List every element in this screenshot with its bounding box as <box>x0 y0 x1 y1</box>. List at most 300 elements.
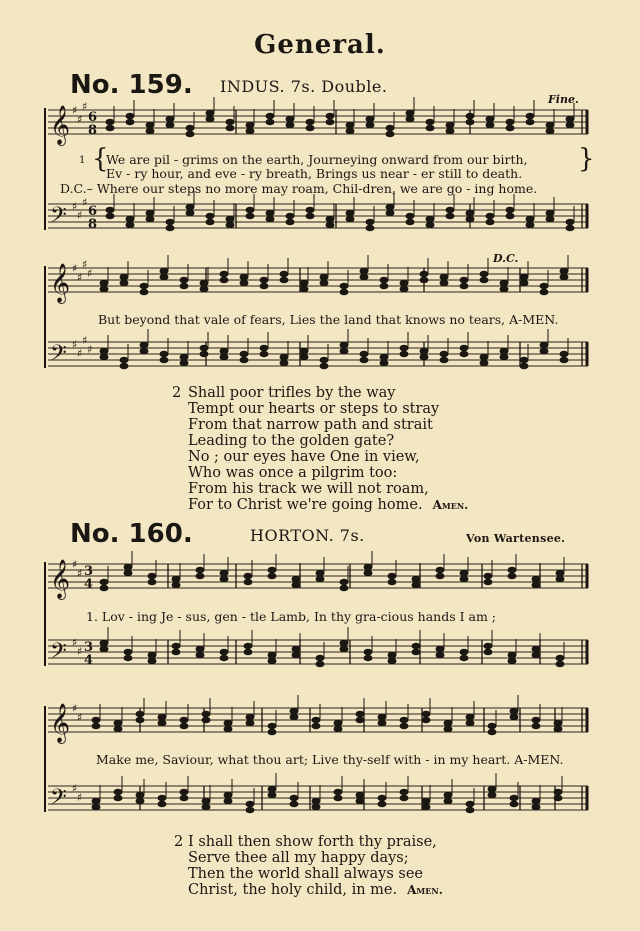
note-head <box>220 271 228 277</box>
note-head <box>246 128 254 134</box>
note-head <box>180 789 188 795</box>
note-head <box>488 792 496 798</box>
note-head <box>172 649 180 655</box>
note-head <box>220 576 228 582</box>
note-head <box>146 210 154 216</box>
note-head <box>510 708 518 714</box>
note-head <box>346 216 354 222</box>
note-head <box>244 649 252 655</box>
note-head <box>312 798 320 804</box>
note-head <box>260 351 268 357</box>
note-head <box>246 801 254 807</box>
note-head <box>506 119 514 125</box>
note-head <box>286 213 294 219</box>
lyric-160-line1: 1. Lov - ing Je - sus, gen - tle Lamb, In thy gra-cious hands I am ; <box>86 609 496 624</box>
note-head <box>120 274 128 280</box>
hymn-160-composer: Von Wartensee. <box>466 532 566 545</box>
note-head <box>290 714 298 720</box>
note-head <box>480 354 488 360</box>
note-head <box>226 125 234 131</box>
verse-160-2 <box>188 834 443 898</box>
note-head <box>400 723 408 729</box>
note-head <box>420 354 428 360</box>
note-head <box>388 573 396 579</box>
note-head <box>364 655 372 661</box>
note-head <box>460 351 468 357</box>
note-head <box>268 792 276 798</box>
note-head <box>444 792 452 798</box>
note-head <box>312 717 320 723</box>
note-head <box>146 122 154 128</box>
note-head <box>196 567 204 573</box>
note-head <box>160 274 168 280</box>
verse-line: I shall then show forth thy praise, <box>188 834 437 850</box>
note-head <box>300 286 308 292</box>
note-head <box>446 207 454 213</box>
page-header: General. <box>254 30 386 60</box>
note-head <box>460 283 468 289</box>
note-head <box>532 804 540 810</box>
note-head <box>526 222 534 228</box>
note-head <box>386 210 394 216</box>
note-head <box>484 649 492 655</box>
note-head <box>556 661 564 667</box>
verse-159-2-number: 2 <box>172 385 182 401</box>
svg-text:♯: ♯ <box>77 711 83 724</box>
svg-text:♯: ♯ <box>77 271 83 284</box>
note-head <box>526 216 534 222</box>
note-head <box>306 213 314 219</box>
note-head <box>340 283 348 289</box>
note-head <box>160 357 168 363</box>
note-head <box>180 717 188 723</box>
note-head <box>532 576 540 582</box>
note-head <box>520 357 528 363</box>
note-head <box>106 213 114 219</box>
note-head <box>380 283 388 289</box>
note-head <box>360 351 368 357</box>
note-head <box>526 113 534 119</box>
note-head <box>246 207 254 213</box>
note-head <box>224 792 232 798</box>
note-head <box>136 711 144 717</box>
note-head <box>356 711 364 717</box>
note-head <box>388 579 396 585</box>
staff-159-2-bass <box>48 342 588 366</box>
svg-text:♯: ♯ <box>72 200 78 213</box>
note-head <box>566 122 574 128</box>
note-head <box>136 792 144 798</box>
svg-text:♯: ♯ <box>77 645 83 658</box>
note-head <box>426 119 434 125</box>
note-head <box>220 354 228 360</box>
note-head <box>260 283 268 289</box>
note-head <box>220 570 228 576</box>
verse-line: Then the world shall always see <box>188 866 423 882</box>
hymn-159-tune: INDUS. 7s. Double. <box>220 77 388 96</box>
note-head <box>400 717 408 723</box>
note-head <box>268 786 276 792</box>
note-head <box>114 726 122 732</box>
note-head <box>364 564 372 570</box>
note-head <box>460 649 468 655</box>
note-head <box>312 804 320 810</box>
svg-text:♯: ♯ <box>77 347 83 360</box>
note-head <box>440 274 448 280</box>
note-head <box>466 210 474 216</box>
note-head <box>366 122 374 128</box>
note-head <box>180 354 188 360</box>
note-head <box>486 116 494 122</box>
note-head <box>400 280 408 286</box>
note-head <box>306 119 314 125</box>
note-head <box>334 720 342 726</box>
note-head <box>560 274 568 280</box>
note-head <box>240 351 248 357</box>
note-head <box>136 717 144 723</box>
note-head <box>160 268 168 274</box>
note-head <box>126 113 134 119</box>
note-head <box>114 795 122 801</box>
note-head <box>488 729 496 735</box>
note-head <box>92 717 100 723</box>
note-head <box>202 717 210 723</box>
note-head <box>100 579 108 585</box>
lyric-159-line2: Ev - ry hour, and eve - ry breath, Brings us near - er still to death. <box>106 166 523 181</box>
svg-text:♯: ♯ <box>72 104 78 117</box>
note-head <box>412 582 420 588</box>
note-head <box>226 222 234 228</box>
note-head <box>106 125 114 131</box>
note-head <box>244 643 252 649</box>
note-head <box>436 567 444 573</box>
note-head <box>356 798 364 804</box>
hymn-160-tune: HORTON. 7s. <box>250 526 365 545</box>
note-head <box>180 283 188 289</box>
note-head <box>422 711 430 717</box>
note-head <box>540 348 548 354</box>
note-head <box>172 576 180 582</box>
note-head <box>378 795 386 801</box>
note-head <box>180 277 188 283</box>
svg-text:♯: ♯ <box>77 113 83 126</box>
note-head <box>114 720 122 726</box>
note-head <box>486 122 494 128</box>
svg-text:♯: ♯ <box>82 334 88 347</box>
note-head <box>378 801 386 807</box>
note-head <box>224 720 232 726</box>
verse-line: Tempt our hearts or steps to stray <box>188 401 440 417</box>
svg-text:♯: ♯ <box>72 782 78 795</box>
note-head <box>506 207 514 213</box>
note-head <box>196 646 204 652</box>
note-head <box>158 720 166 726</box>
note-head <box>420 277 428 283</box>
note-head <box>148 579 156 585</box>
note-head <box>268 567 276 573</box>
bass-clef-icon: 𝄢 <box>50 785 67 815</box>
note-head <box>166 116 174 122</box>
note-head <box>202 804 210 810</box>
note-head <box>100 286 108 292</box>
svg-text:♯: ♯ <box>82 196 88 209</box>
note-head <box>388 652 396 658</box>
note-head <box>532 582 540 588</box>
note-head <box>444 798 452 804</box>
note-head <box>140 342 148 348</box>
note-head <box>186 204 194 210</box>
svg-text:♯: ♯ <box>72 636 78 649</box>
note-head <box>316 655 324 661</box>
note-head <box>532 717 540 723</box>
note-head <box>506 125 514 131</box>
note-head <box>224 798 232 804</box>
note-head <box>554 726 562 732</box>
note-head <box>346 122 354 128</box>
note-head <box>566 225 574 231</box>
note-head <box>560 357 568 363</box>
svg-text:♯: ♯ <box>82 258 88 271</box>
svg-text:♯: ♯ <box>77 791 83 804</box>
note-head <box>386 204 394 210</box>
note-head <box>532 723 540 729</box>
note-head <box>200 286 208 292</box>
note-head <box>246 714 254 720</box>
note-head <box>356 717 364 723</box>
note-head <box>388 658 396 664</box>
note-head <box>292 576 300 582</box>
note-head <box>146 128 154 134</box>
note-head <box>486 213 494 219</box>
note-head <box>320 280 328 286</box>
note-head <box>446 128 454 134</box>
note-head <box>444 726 452 732</box>
note-head <box>220 649 228 655</box>
note-head <box>268 573 276 579</box>
verse-160-2-number: 2 <box>174 834 184 850</box>
note-head <box>378 714 386 720</box>
note-head <box>280 271 288 277</box>
note-head <box>446 213 454 219</box>
note-head <box>240 357 248 363</box>
note-head <box>160 351 168 357</box>
note-head <box>146 216 154 222</box>
note-head <box>326 216 334 222</box>
note-head <box>172 643 180 649</box>
note-head <box>488 723 496 729</box>
lyric-160-line2: Make me, Saviour, what thou art; Live thy-self with - in my heart. A-MEN. <box>96 752 564 767</box>
note-head <box>540 283 548 289</box>
note-head <box>340 579 348 585</box>
note-head <box>126 216 134 222</box>
note-head <box>126 222 134 228</box>
note-head <box>422 798 430 804</box>
note-head <box>290 795 298 801</box>
note-head <box>566 116 574 122</box>
verse-line: Christ, the holy child, in me. Amen. <box>188 882 443 898</box>
note-head <box>306 207 314 213</box>
note-head <box>148 658 156 664</box>
note-head <box>436 646 444 652</box>
note-head <box>320 357 328 363</box>
note-head <box>500 354 508 360</box>
note-head <box>412 649 420 655</box>
note-head <box>360 268 368 274</box>
note-head <box>412 643 420 649</box>
svg-text:♯: ♯ <box>77 567 83 580</box>
treble-clef-icon: 𝄞 <box>50 263 71 303</box>
note-head <box>290 708 298 714</box>
svg-text:♯: ♯ <box>87 267 93 280</box>
hymn-160-number: No. 160. <box>70 519 193 549</box>
note-head <box>200 280 208 286</box>
svg-text:♯: ♯ <box>72 262 78 275</box>
note-head <box>460 345 468 351</box>
note-head <box>220 348 228 354</box>
note-head <box>508 658 516 664</box>
svg-text:6: 6 <box>88 110 98 125</box>
note-head <box>546 122 554 128</box>
note-head <box>340 289 348 295</box>
note-head <box>140 283 148 289</box>
note-head <box>280 360 288 366</box>
note-head <box>340 646 348 652</box>
svg-text:3: 3 <box>84 640 94 655</box>
note-head <box>148 573 156 579</box>
lyric-159-line3: D.C.– Where our steps no more may roam, Chil-dren, we are go - ing home. <box>60 181 538 196</box>
note-head <box>326 222 334 228</box>
note-head <box>200 345 208 351</box>
note-head <box>312 723 320 729</box>
svg-text:8: 8 <box>88 217 98 232</box>
svg-text:♯: ♯ <box>77 209 83 222</box>
note-head <box>366 219 374 225</box>
note-head <box>556 576 564 582</box>
note-head <box>526 119 534 125</box>
note-head <box>158 714 166 720</box>
note-head <box>268 729 276 735</box>
amen-label: Amen. <box>432 498 469 512</box>
note-head <box>186 131 194 137</box>
note-head <box>292 582 300 588</box>
note-head <box>220 277 228 283</box>
note-head <box>406 110 414 116</box>
dc-mark: D.C. <box>493 252 519 265</box>
note-head <box>202 798 210 804</box>
brace-right: } <box>578 144 595 174</box>
note-head <box>326 113 334 119</box>
note-head <box>206 219 214 225</box>
note-head <box>114 789 122 795</box>
note-head <box>266 119 274 125</box>
note-head <box>246 807 254 813</box>
note-head <box>124 570 132 576</box>
note-head <box>166 122 174 128</box>
note-head <box>488 786 496 792</box>
note-head <box>316 570 324 576</box>
note-head <box>436 652 444 658</box>
note-head <box>306 125 314 131</box>
note-head <box>446 122 454 128</box>
note-head <box>520 280 528 286</box>
verse-line: From that narrow path and strait <box>188 417 433 433</box>
note-head <box>484 579 492 585</box>
treble-clef-icon: 𝄞 <box>50 703 71 743</box>
note-head <box>246 122 254 128</box>
note-head <box>556 570 564 576</box>
note-head <box>290 801 298 807</box>
note-head <box>480 277 488 283</box>
note-head <box>244 573 252 579</box>
note-head <box>196 652 204 658</box>
note-head <box>196 573 204 579</box>
note-head <box>510 795 518 801</box>
svg-text:♯: ♯ <box>72 702 78 715</box>
note-head <box>100 280 108 286</box>
note-head <box>436 573 444 579</box>
note-head <box>480 271 488 277</box>
note-head <box>92 804 100 810</box>
note-head <box>556 655 564 661</box>
svg-text:6: 6 <box>88 204 98 219</box>
note-head <box>560 351 568 357</box>
note-head <box>554 795 562 801</box>
bass-clef-icon: 𝄢 <box>50 341 67 371</box>
note-head <box>406 213 414 219</box>
note-head <box>460 655 468 661</box>
note-head <box>340 585 348 591</box>
note-head <box>100 354 108 360</box>
note-head <box>500 286 508 292</box>
note-head <box>400 286 408 292</box>
note-head <box>334 795 342 801</box>
note-head <box>292 646 300 652</box>
note-head <box>206 213 214 219</box>
note-head <box>508 652 516 658</box>
note-head <box>100 640 108 646</box>
note-head <box>172 582 180 588</box>
note-head <box>366 116 374 122</box>
note-head <box>400 351 408 357</box>
note-head <box>100 585 108 591</box>
svg-text:8: 8 <box>88 123 98 138</box>
note-head <box>92 723 100 729</box>
note-head <box>386 131 394 137</box>
note-head <box>466 801 474 807</box>
note-head <box>460 277 468 283</box>
note-head <box>508 573 516 579</box>
note-head <box>346 210 354 216</box>
note-head <box>380 354 388 360</box>
note-head <box>340 342 348 348</box>
note-head <box>120 357 128 363</box>
note-head <box>420 271 428 277</box>
note-head <box>106 207 114 213</box>
verse-line: Leading to the golden gate? <box>188 433 395 449</box>
note-head <box>480 360 488 366</box>
note-head <box>226 119 234 125</box>
note-head <box>466 807 474 813</box>
treble-clef-icon: 𝄞 <box>50 559 71 599</box>
note-head <box>316 661 324 667</box>
note-head <box>286 219 294 225</box>
note-head <box>510 801 518 807</box>
note-head <box>120 280 128 286</box>
treble-clef-icon: 𝄞 <box>50 105 71 145</box>
svg-text:4: 4 <box>84 577 94 592</box>
note-head <box>320 274 328 280</box>
bass-clef-icon: 𝄢 <box>50 203 67 233</box>
